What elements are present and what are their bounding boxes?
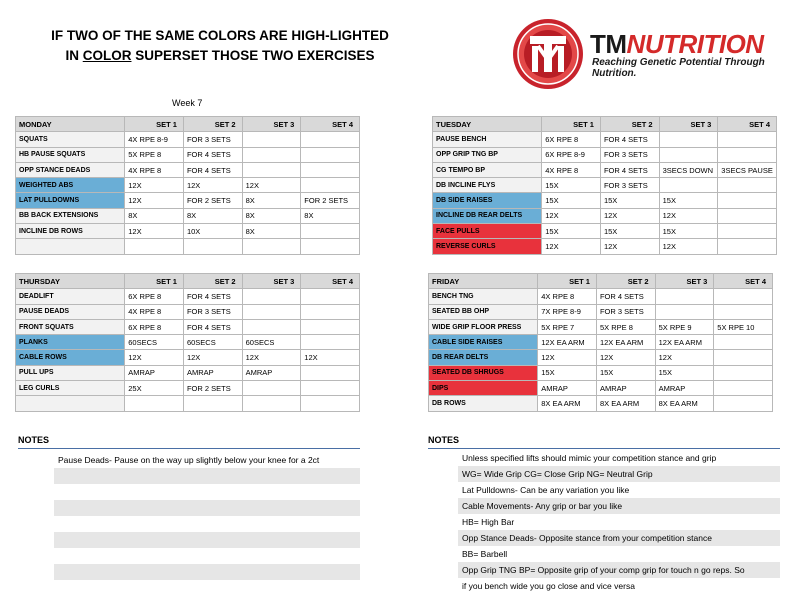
- set-cell: [242, 381, 301, 396]
- set-cell: 4X RPE 8: [125, 304, 184, 319]
- set-cell: [718, 132, 777, 147]
- exercise-name: DB INCLINE FLYS: [433, 178, 542, 193]
- set-header: SET 2: [600, 117, 659, 132]
- table-row: [16, 132, 360, 147]
- note-line: [54, 484, 360, 500]
- set-cell: 15X: [659, 224, 718, 239]
- set-cell: 8X: [125, 208, 184, 223]
- set-cell: AMRAP: [242, 365, 301, 380]
- set-cell: [718, 224, 777, 239]
- set-cell: [655, 304, 714, 319]
- table-row: [429, 289, 773, 304]
- set-cell: [301, 162, 360, 177]
- set-cell: 12X EA ARM: [655, 335, 714, 350]
- set-cell: 15X: [600, 193, 659, 208]
- set-cell: 15X: [600, 224, 659, 239]
- set-cell: 15X: [538, 365, 597, 380]
- friday-table: [428, 273, 773, 412]
- set-cell: [301, 396, 360, 411]
- note-line: Unless specified lifts should mimic your competition stance and grip: [462, 453, 717, 463]
- exercise-name: CG TEMPO BP: [433, 162, 542, 177]
- set-cell: 12X: [125, 178, 184, 193]
- set-cell: 12X: [183, 178, 242, 193]
- table-header-row: [429, 274, 773, 289]
- set-cell: [125, 239, 184, 254]
- set-header: SET 1: [125, 117, 184, 132]
- exercise-name: PLANKS: [16, 335, 125, 350]
- exercise-name: PULL UPS: [16, 365, 125, 380]
- table-row: [429, 381, 773, 396]
- exercise-name: HB PAUSE SQUATS: [16, 147, 125, 162]
- set-cell: [718, 178, 777, 193]
- set-cell: 12X: [655, 350, 714, 365]
- exercise-name: INCLINE DB ROWS: [16, 224, 125, 239]
- set-cell: 12X: [242, 178, 301, 193]
- set-cell: 15X: [542, 224, 601, 239]
- set-cell: 7X RPE 8-9: [538, 304, 597, 319]
- set-cell: 60SECS: [242, 335, 301, 350]
- table-row: [429, 335, 773, 350]
- exercise-name: [16, 239, 125, 254]
- heading-color-word: COLOR: [82, 48, 132, 63]
- set-cell: [714, 289, 773, 304]
- exercise-name: LEG CURLS: [16, 381, 125, 396]
- note-line: [54, 468, 360, 484]
- table-row: [429, 396, 773, 411]
- tm-logo-icon: [512, 18, 584, 90]
- tuesday-table: [432, 116, 777, 255]
- set-cell: FOR 3 SETS: [183, 132, 242, 147]
- notes-title: NOTES: [428, 435, 460, 445]
- notes-divider: [428, 448, 780, 449]
- set-cell: 12X: [542, 208, 601, 223]
- note-line: if you bench wide you go close and vice versa: [462, 581, 635, 591]
- set-cell: [301, 132, 360, 147]
- note-line: [54, 548, 360, 564]
- set-cell: [301, 147, 360, 162]
- set-cell: FOR 3 SETS: [183, 304, 242, 319]
- set-cell: AMRAP: [596, 381, 655, 396]
- set-cell: [714, 350, 773, 365]
- brand-name: TMNUTRITION: [590, 29, 764, 59]
- table-row: [16, 396, 360, 411]
- table-row: [16, 289, 360, 304]
- set-header: SET 3: [242, 274, 301, 289]
- heading-line-2: IN COLOR SUPERSET THOSE TWO EXERCISES: [65, 48, 375, 63]
- exercise-name: SQUATS: [16, 132, 125, 147]
- set-cell: 8X EA ARM: [538, 396, 597, 411]
- set-cell: 6X RPE 8: [542, 132, 601, 147]
- set-cell: AMRAP: [655, 381, 714, 396]
- set-cell: [301, 289, 360, 304]
- set-cell: [659, 147, 718, 162]
- table-header-row: [16, 274, 360, 289]
- set-cell: FOR 3 SETS: [600, 178, 659, 193]
- set-cell: FOR 4 SETS: [596, 289, 655, 304]
- set-cell: 6X RPE 8: [125, 289, 184, 304]
- set-cell: FOR 3 SETS: [600, 147, 659, 162]
- set-cell: 12X: [242, 350, 301, 365]
- set-header: SET 2: [596, 274, 655, 289]
- set-cell: [242, 304, 301, 319]
- set-header: SET 1: [542, 117, 601, 132]
- set-cell: [714, 335, 773, 350]
- set-cell: [301, 319, 360, 334]
- brand-tagline: Reaching Genetic Potential Through Nutrition.: [592, 57, 765, 79]
- table-row: [433, 147, 777, 162]
- notes-title: NOTES: [18, 435, 50, 445]
- note-line: Opp Stance Deads- Opposite stance from your competition stance: [458, 530, 780, 546]
- thursday-table: [15, 273, 360, 412]
- table-header-row: [433, 117, 777, 132]
- notes-left: [18, 435, 360, 580]
- day-label: THURSDAY: [16, 274, 125, 289]
- set-cell: AMRAP: [183, 365, 242, 380]
- note-line: [54, 500, 360, 516]
- table-row: [16, 162, 360, 177]
- set-cell: [301, 365, 360, 380]
- table-row: [433, 239, 777, 254]
- exercise-name: PAUSE BENCH: [433, 132, 542, 147]
- set-cell: 4X RPE 8: [542, 162, 601, 177]
- set-cell: 15X: [655, 365, 714, 380]
- table-row: [16, 239, 360, 254]
- table-row: [433, 193, 777, 208]
- set-cell: 5X RPE 10: [714, 319, 773, 334]
- exercise-name: WIDE GRIP FLOOR PRESS: [429, 319, 538, 334]
- set-cell: 15X: [596, 365, 655, 380]
- note-line: [54, 516, 360, 532]
- table-row: [16, 178, 360, 193]
- table-header-row: [16, 117, 360, 132]
- table-row: [433, 132, 777, 147]
- set-cell: [301, 224, 360, 239]
- set-cell: 12X: [125, 224, 184, 239]
- set-cell: [183, 239, 242, 254]
- set-cell: FOR 4 SETS: [600, 162, 659, 177]
- set-header: SET 1: [125, 274, 184, 289]
- set-cell: [301, 178, 360, 193]
- exercise-name: DB SIDE RAISES: [433, 193, 542, 208]
- set-cell: 6X RPE 8: [125, 319, 184, 334]
- set-cell: FOR 2 SETS: [183, 193, 242, 208]
- exercise-name: DB REAR DELTS: [429, 350, 538, 365]
- set-header: SET 3: [655, 274, 714, 289]
- set-cell: 5X RPE 8: [125, 147, 184, 162]
- note-line: WG= Wide Grip CG= Close Grip NG= Neutral Grip: [458, 466, 780, 482]
- table-row: [433, 178, 777, 193]
- table-row: [16, 335, 360, 350]
- set-cell: 12X: [600, 239, 659, 254]
- table-row: [433, 224, 777, 239]
- note-line: BB= Barbell: [462, 549, 508, 559]
- set-cell: 15X: [542, 178, 601, 193]
- set-cell: 60SECS: [183, 335, 242, 350]
- set-cell: [659, 178, 718, 193]
- set-cell: AMRAP: [125, 365, 184, 380]
- set-cell: FOR 4 SETS: [183, 147, 242, 162]
- set-cell: FOR 4 SETS: [183, 162, 242, 177]
- set-cell: 8X: [242, 193, 301, 208]
- set-cell: 8X EA ARM: [655, 396, 714, 411]
- exercise-name: REVERSE CURLS: [433, 239, 542, 254]
- exercise-name: PAUSE DEADS: [16, 304, 125, 319]
- set-cell: FOR 4 SETS: [183, 289, 242, 304]
- day-label: TUESDAY: [433, 117, 542, 132]
- set-cell: 8X: [242, 224, 301, 239]
- table-row: [429, 304, 773, 319]
- set-cell: [714, 381, 773, 396]
- set-cell: 12X: [301, 350, 360, 365]
- table-row: [16, 365, 360, 380]
- set-cell: 12X: [183, 350, 242, 365]
- set-cell: 8X: [301, 208, 360, 223]
- set-cell: [718, 208, 777, 223]
- set-cell: 12X EA ARM: [538, 335, 597, 350]
- exercise-name: OPP GRIP TNG BP: [433, 147, 542, 162]
- set-cell: 8X: [242, 208, 301, 223]
- exercise-name: DB ROWS: [429, 396, 538, 411]
- instruction-heading: [20, 26, 420, 66]
- monday-table: [15, 116, 360, 255]
- table-row: [16, 350, 360, 365]
- set-cell: [125, 396, 184, 411]
- table-row: [429, 365, 773, 380]
- table-row: [16, 319, 360, 334]
- table-row: [433, 162, 777, 177]
- set-cell: 3SECS PAUSE: [718, 162, 777, 177]
- exercise-name: CABLE ROWS: [16, 350, 125, 365]
- set-cell: [242, 319, 301, 334]
- note-line: [54, 532, 360, 548]
- set-cell: [242, 239, 301, 254]
- set-cell: AMRAP: [538, 381, 597, 396]
- note-line: Cable Movements- Any grip or bar you like: [458, 498, 780, 514]
- set-cell: 12X: [542, 239, 601, 254]
- set-header: SET 3: [659, 117, 718, 132]
- exercise-name: SEATED BB OHP: [429, 304, 538, 319]
- set-cell: 25X: [125, 381, 184, 396]
- set-cell: 12X: [659, 239, 718, 254]
- table-row: [16, 381, 360, 396]
- set-cell: [301, 335, 360, 350]
- set-header: SET 4: [714, 274, 773, 289]
- note-line: Opp Grip TNG BP= Opposite grip of your comp grip for touch n go reps. So: [458, 562, 780, 578]
- set-cell: [242, 147, 301, 162]
- day-label: FRIDAY: [429, 274, 538, 289]
- set-cell: [301, 381, 360, 396]
- set-cell: [242, 289, 301, 304]
- exercise-name: FRONT SQUATS: [16, 319, 125, 334]
- set-cell: 12X: [125, 350, 184, 365]
- set-cell: [301, 304, 360, 319]
- set-header: SET 4: [301, 274, 360, 289]
- exercise-name: BB BACK EXTENSIONS: [16, 208, 125, 223]
- exercise-name: OPP STANCE DEADS: [16, 162, 125, 177]
- set-cell: 10X: [183, 224, 242, 239]
- table-row: [429, 319, 773, 334]
- day-label: MONDAY: [16, 117, 125, 132]
- set-cell: 8X: [183, 208, 242, 223]
- set-cell: [714, 304, 773, 319]
- exercise-name: FACE PULLS: [433, 224, 542, 239]
- set-header: SET 2: [183, 117, 242, 132]
- set-cell: FOR 3 SETS: [596, 304, 655, 319]
- note-line: [54, 564, 360, 580]
- table-row: [16, 224, 360, 239]
- set-header: SET 1: [538, 274, 597, 289]
- exercise-name: INCLINE DB REAR DELTS: [433, 208, 542, 223]
- set-header: SET 4: [718, 117, 777, 132]
- exercise-name: DIPS: [429, 381, 538, 396]
- table-row: [429, 350, 773, 365]
- set-cell: [718, 147, 777, 162]
- exercise-name: BENCH TNG: [429, 289, 538, 304]
- table-row: [16, 147, 360, 162]
- set-cell: [655, 289, 714, 304]
- set-cell: [301, 239, 360, 254]
- set-cell: 12X: [596, 350, 655, 365]
- exercise-name: [16, 396, 125, 411]
- set-cell: 5X RPE 9: [655, 319, 714, 334]
- set-cell: [718, 193, 777, 208]
- notes-divider: [18, 448, 360, 449]
- set-cell: [242, 132, 301, 147]
- set-cell: 5X RPE 8: [596, 319, 655, 334]
- set-cell: [659, 132, 718, 147]
- week-label: Week 7: [172, 98, 203, 108]
- set-cell: 12X: [659, 208, 718, 223]
- set-cell: [183, 396, 242, 411]
- set-cell: FOR 2 SETS: [301, 193, 360, 208]
- set-cell: [718, 239, 777, 254]
- set-header: SET 3: [242, 117, 301, 132]
- set-cell: FOR 4 SETS: [600, 132, 659, 147]
- set-cell: 6X RPE 8-9: [542, 147, 601, 162]
- exercise-name: DEADLIFT: [16, 289, 125, 304]
- exercise-name: SEATED DB SHRUGS: [429, 365, 538, 380]
- table-row: [433, 208, 777, 223]
- set-cell: [714, 365, 773, 380]
- set-cell: FOR 2 SETS: [183, 381, 242, 396]
- set-cell: [242, 162, 301, 177]
- set-cell: 12X: [600, 208, 659, 223]
- notes-right: [428, 435, 780, 594]
- set-cell: 60SECS: [125, 335, 184, 350]
- exercise-name: LAT PULLDOWNS: [16, 193, 125, 208]
- set-cell: 4X RPE 8-9: [125, 132, 184, 147]
- set-cell: 12X EA ARM: [596, 335, 655, 350]
- set-header: SET 2: [183, 274, 242, 289]
- set-cell: 12X: [125, 193, 184, 208]
- heading-line-1: IF TWO OF THE SAME COLORS ARE HIGH-LIGHTED: [51, 28, 389, 43]
- exercise-name: CABLE SIDE RAISES: [429, 335, 538, 350]
- set-cell: [714, 396, 773, 411]
- note-line: Lat Pulldowns- Can be any variation you like: [462, 485, 630, 495]
- set-cell: 3SECS DOWN: [659, 162, 718, 177]
- table-row: [16, 304, 360, 319]
- set-cell: 4X RPE 8: [538, 289, 597, 304]
- set-header: SET 4: [301, 117, 360, 132]
- set-cell: 4X RPE 8: [125, 162, 184, 177]
- table-row: [16, 208, 360, 223]
- set-cell: FOR 4 SETS: [183, 319, 242, 334]
- set-cell: 12X: [538, 350, 597, 365]
- note-line: Pause Deads- Pause on the way up slightly below your knee for a 2ct: [58, 455, 320, 465]
- set-cell: 8X EA ARM: [596, 396, 655, 411]
- set-cell: [242, 396, 301, 411]
- set-cell: 15X: [542, 193, 601, 208]
- set-cell: 5X RPE 7: [538, 319, 597, 334]
- table-row: [16, 193, 360, 208]
- exercise-name: WEIGHTED ABS: [16, 178, 125, 193]
- set-cell: 15X: [659, 193, 718, 208]
- note-line: HB= High Bar: [462, 517, 515, 527]
